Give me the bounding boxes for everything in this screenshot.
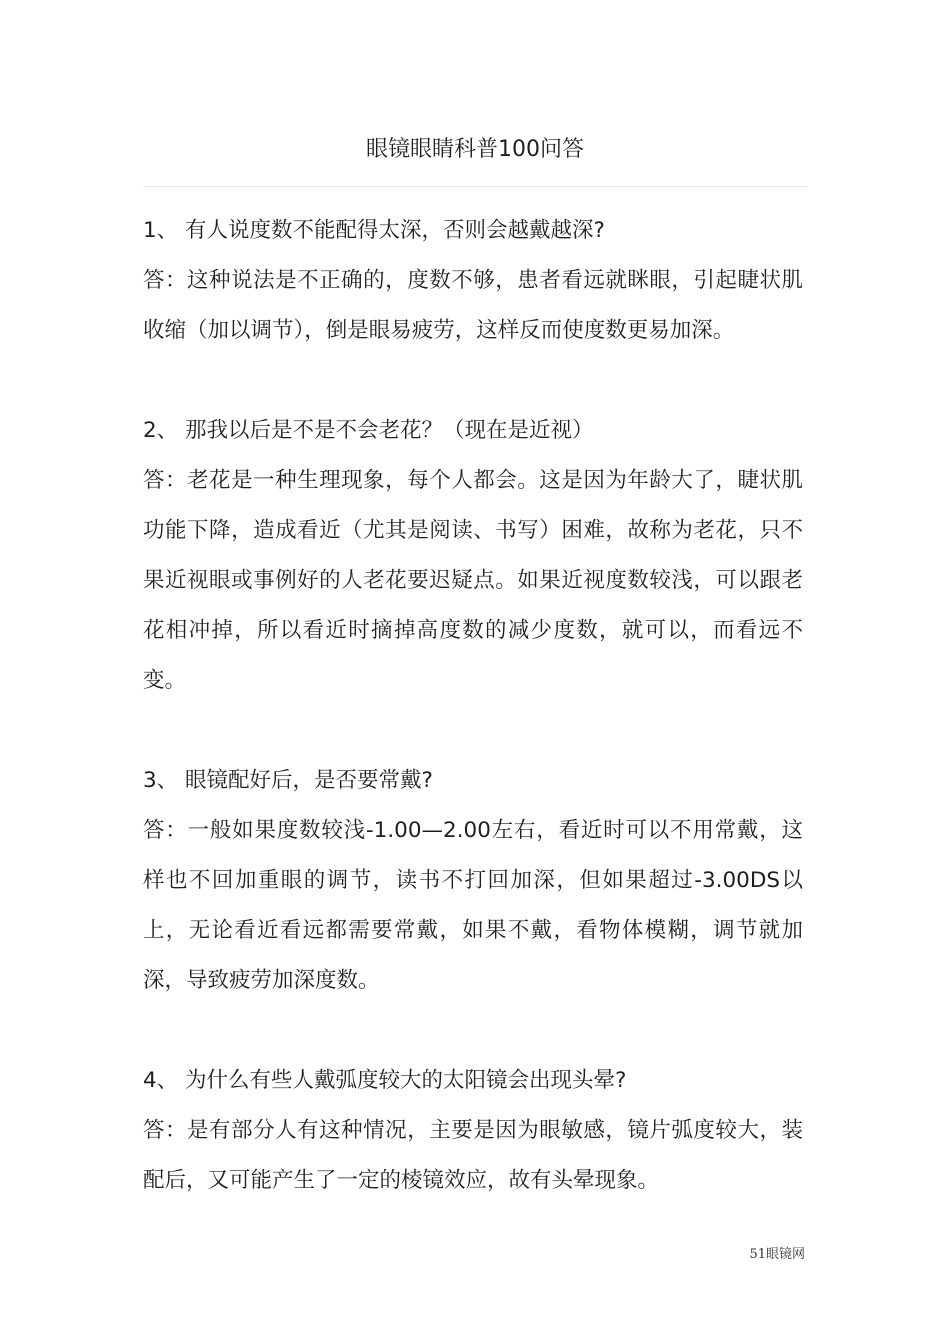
title-divider [143, 186, 807, 187]
qa-item [143, 756, 803, 1006]
answer-text: 答：这种说法是不正确的，度数不够，患者看远就眯眼，引起睫状肌收缩（加以调节），倒是眼易疲劳，这样反而使度数更易加深。 [143, 268, 803, 343]
page-title: 眼镜眼睛科普100问答 [366, 137, 584, 162]
question-text: 1、 有人说度数不能配得太深，否则会越戴越深? [143, 218, 605, 243]
question-text: 2、 那我以后是不是不会老花？（现在是近视） [143, 418, 594, 443]
answer-text: 答：一般如果度数较浅-1.00—2.00左右，看近时可以不用常戴，这样也不回加重眼的调节，读书不打回加深，但如果超过-3.00DS以上，无论看近看远都需要常戴，如果不戴，看物体模糊，调节就加深，导致疲劳加深度数。 [143, 818, 803, 993]
answer-text: 答：老花是一种生理现象，每个人都会。这是因为年龄大了，睫状肌功能下降，造成看近（尤其是阅读、书写）困难，故称为老花，只不果近视眼或事例好的人老花要迟疑点。如果近视度数较浅，可以跟老花相冲掉，所以看近时摘掉高度数的减少度数，就可以，而看远不变。 [143, 468, 803, 693]
qa-item [143, 1056, 803, 1206]
question-text: 4、 为什么有些人戴弧度较大的太阳镜会出现头晕? [143, 1068, 627, 1093]
footer-source: 51眼镜网 [749, 1247, 805, 1262]
qa-item [143, 406, 803, 706]
question-text: 3、 眼镜配好后，是否要常戴? [143, 768, 433, 793]
qa-list [143, 206, 803, 1256]
answer-text: 答：是有部分人有这种情况，主要是因为眼敏感，镜片弧度较大，装配后，又可能产生了一定的棱镜效应，故有头晕现象。 [143, 1118, 803, 1193]
qa-item [143, 206, 803, 356]
